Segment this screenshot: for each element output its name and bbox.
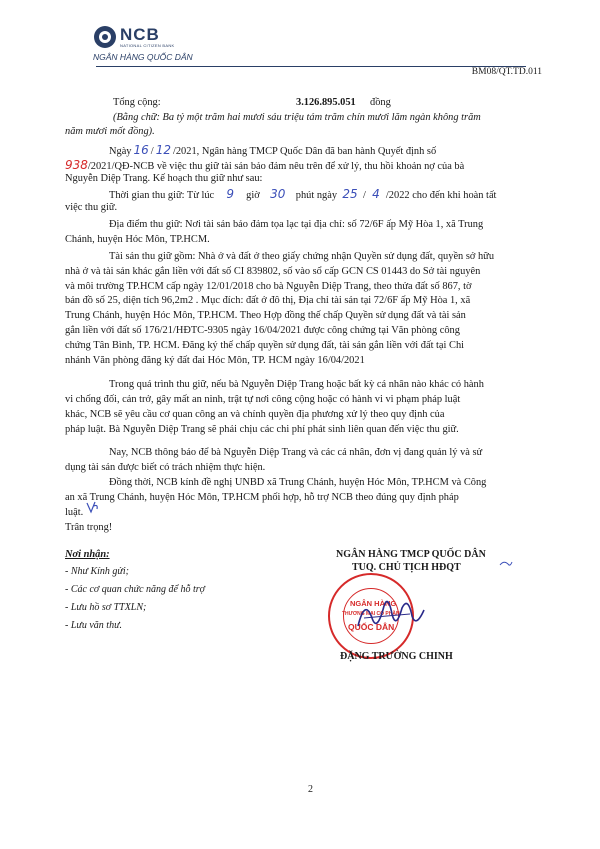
notice-paragraph-line: dụng tài sản được biết có trách nhiệm thực hiện. [65,462,266,473]
warning-paragraph-line: pháp luật. Bà Nguyễn Diệp Trang sẽ phải chịu các chi phí phát sinh liên quan đến việc thu giữ. [65,424,459,435]
form-code: BM08/QT.TD.011 [471,67,542,77]
stamp-text: QUỐC DÂN [348,622,395,632]
signer-name: ĐẶNG TRƯỜNG CHINH [340,651,453,662]
stamp-text: THƯƠNG MẠI CỔ PHẦN [342,611,400,617]
location-paragraph-line1: Địa điểm thu giữ: Nơi tài sản bảo đảm tọa lạc tại địa chỉ: số 72/6F ấp Mỹ Hòa 1, xã Trung [109,219,484,230]
assets-paragraph-line: gắn liền với đất số 176/21/HĐTC-9305 ngày 16/04/2021 được công chứng tại Văn phòng công [65,325,460,336]
total-unit: đồng [370,97,391,108]
assets-paragraph-line: và môi trường TP.HCM cấp ngày 12/01/2018 cho bà Nguyễn Diệp Trang, theo thửa đất số 867, tờ [65,281,472,292]
amount-in-words-line1: (Bằng chữ: Ba tỷ một trăm hai mươi sáu triệu tám trăm chín mươi lăm ngàn không trăm [113,112,481,123]
assets-paragraph-line: chứng Tân Bình, TP. HCM. Đăng ký thế chấp quyền sử dụng đất, tài sản gắn liền với đất tại Chi [65,340,465,351]
notice-paragraph-line: Nay, NCB thông báo để bà Nguyễn Diệp Trang và các cá nhân, đơn vị đang quản lý và sử [109,447,483,458]
decision-paragraph-line3: Nguyễn Diệp Trang. Kế hoạch thu giữ như sau: [65,173,263,184]
assets-paragraph-line: nhánh Văn phòng đăng ký đất đai Hóc Môn, TP. HCM ngày 16/04/2021 [65,355,365,366]
signer-initial-mark [498,559,514,574]
handwritten-collect-month: 4 [372,187,380,201]
request-paragraph-line: Đồng thời, NCB kính đề nghị UNBD xã Trung Chánh, huyện Hóc Môn, TP.HCM và Công [109,477,487,488]
logo-text: NCB [120,24,160,44]
handwritten-hour: 9 [226,187,234,201]
handwritten-month: 12 [155,143,171,157]
handwritten-decision-number: 938 [65,158,88,172]
handwritten-day: 16 [133,143,149,157]
recipient-item: - Các cơ quan chức năng để hỗ trợ [65,584,205,595]
handwritten-collect-day: 25 [342,187,358,201]
header-rule [96,66,526,67]
decision-paragraph-line2: 938/2021/QĐ-NCB về việc thu giữ tài sản bảo đảm nêu trên để xử lý, thu hồi khoản nợ của bà [65,158,465,172]
stamp-text: NGÂN HÀNG [350,599,397,608]
assets-paragraph-line: nhà ở và tài sản khác gắn liền với đất số CI 839802, số vào sổ cấp GCN CS 01443 do Sở tài nguyên [65,266,481,277]
warning-paragraph-line: vi chống đối, cản trở, gây mất an ninh, trật tự nơi công cộng hoặc có hành vi vi phạm pháp luật [65,394,461,405]
warning-paragraph-line: khác, NCB sẽ yêu cầu cơ quan công an và chính quyền địa phương xử lý theo quy định của [65,409,445,420]
request-paragraph-line: an xã Trung Chánh, huyện Hóc Môn, TP.HCM phối hợp, hỗ trợ NCB theo đúng quy định pháp [65,492,459,503]
assets-paragraph-line: Tài sản thu giữ gồm: Nhà ở và đất ở theo giấy chứng nhận Quyền sử dụng đất, quyền sở hữu [109,251,495,262]
logo-subtext: NATIONAL CITIZEN BANK [120,42,175,48]
bank-name: NGÂN HÀNG QUỐC DÂN [93,52,193,62]
assets-paragraph-line: Trung Chánh, huyện Hóc Môn, TP.HCM. Theo Hợp đồng thế chấp Quyền sử dụng đất và tài sản [65,310,466,321]
recipients-title: Nơi nhận: [65,549,110,560]
recipient-item: - Như Kính gửi; [65,566,129,577]
decision-paragraph-line1: Ngày 16 / 12 /2021, Ngân hàng TMCP Quốc Dân đã ban hành Quyết định số [109,143,437,157]
page-number: 2 [308,784,313,795]
signer-organization: NGÂN HÀNG TMCP QUỐC DÂN [336,549,486,560]
time-paragraph-line1: Thời gian thu giữ: Từ lúc 9 giờ 30 phút ngày 25 / 4 /2022 cho đến khi hoàn tất [109,187,497,201]
time-paragraph-line2: việc thu giữ. [65,202,118,213]
handwritten-signature [350,588,430,638]
handwritten-minute: 30 [270,187,286,201]
total-value: 3.126.895.051 [296,97,356,108]
regards: Trân trọng! [65,522,113,533]
total-label: Tổng cộng: [113,97,161,108]
initials-mark [85,500,101,519]
assets-paragraph-line: bản đồ số 25, diện tích 96,2m2 . Mục đích: đất ở đô thị, Địa chỉ tài sản tại 72/6F ấp Mỹ Hòa 1, xã [65,295,471,306]
ncb-logo [94,26,175,48]
recipient-item: - Lưu hồ sơ TTXLN; [65,602,147,613]
location-paragraph-line2: Chánh, huyện Hóc Môn, TP.HCM. [65,234,210,245]
amount-in-words-line2: năm mươi mốt đồng). [65,126,155,137]
request-paragraph-line: luật. [65,507,84,518]
ncb-logo-icon [94,26,116,48]
signer-role: TUQ. CHỦ TỊCH HĐQT [352,562,461,573]
recipient-item: - Lưu văn thư. [65,620,123,631]
warning-paragraph-line: Trong quá trình thu giữ, nếu bà Nguyễn Diệp Trang hoặc bất kỳ cá nhân nào khác có hành [109,379,484,390]
